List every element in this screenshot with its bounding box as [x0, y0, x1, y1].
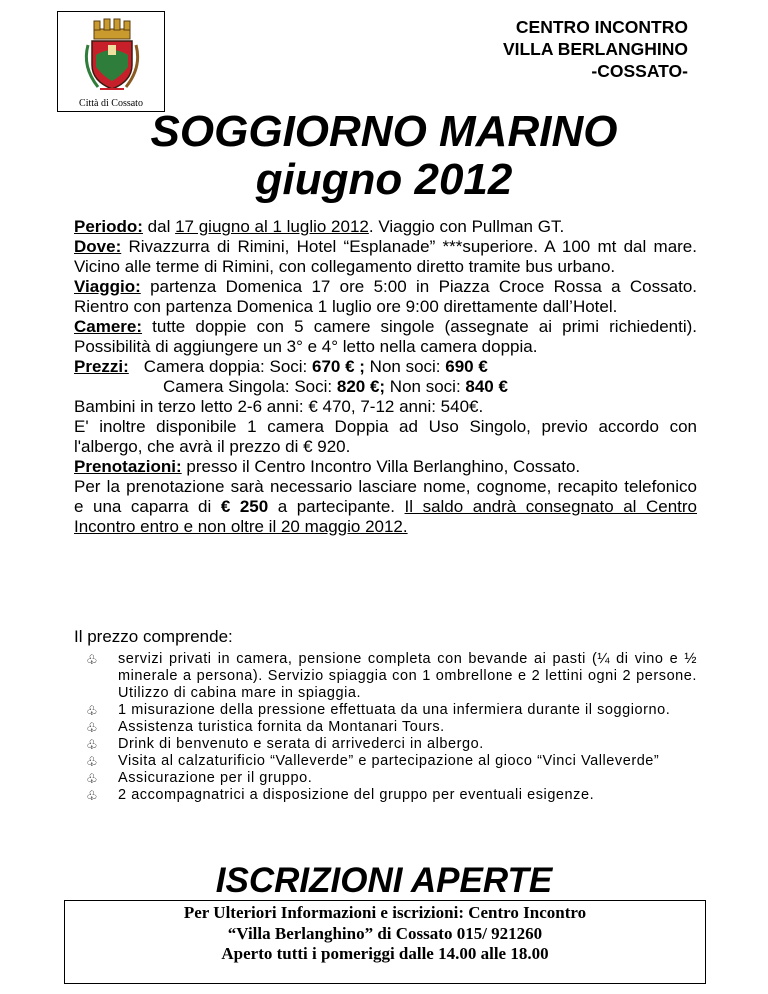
prenotazione-details: [74, 477, 697, 537]
singola-mid: Non soci:: [385, 377, 466, 396]
list-item-text: servizi privati in camera, pensione completa con bevande ai pasti (¼ di vino e ½ minerale a persona). Servizio spiaggia con 1 ombrellone e 2 lettini ogni 2 persone. Utilizzo di cabina mare in spiaggia.: [118, 651, 697, 701]
periodo-label: Periodo:: [74, 217, 143, 236]
periodo-pre: dal: [142, 217, 176, 236]
viaggio-label: Viaggio:: [74, 277, 141, 296]
saldo-deadline: Il saldo andrà consegnato al Centro Incontro entro e non oltre il 20 maggio 2012.: [74, 497, 697, 536]
list-item-text: Assistenza turistica fornita da Montanari Tours.: [118, 719, 445, 735]
list-item: [74, 787, 697, 804]
list-item: [74, 736, 697, 753]
viaggio-paragraph: [74, 277, 697, 317]
bambini-line: Bambini in terzo letto 2-6 anni: € 470, 7-12 anni: 540€.: [74, 397, 484, 416]
contact-line1: Per Ulteriori Informazioni e iscrizioni: Centro Incontro: [183, 903, 587, 922]
clover-bullet-icon: ♧: [86, 652, 99, 667]
prezzi-doppia-line: [74, 357, 697, 377]
doppia-pre: Camera doppia: Soci:: [143, 357, 312, 376]
city-crest-logo: [57, 11, 165, 112]
org-name-line1: CENTRO INCONTRO: [515, 17, 688, 37]
contact-line3: Aperto tutti i pomeriggi dalle 14.00 alle 18.00: [221, 944, 549, 963]
org-name-line2: VILLA BERLANGHINO: [502, 39, 688, 59]
prezzi-label: Prezzi:: [74, 357, 129, 376]
organization-header: [503, 16, 688, 82]
details-post: a partecipante.: [268, 497, 405, 516]
periodo-post: . Viaggio con Pullman GT.: [368, 217, 565, 236]
list-item: [74, 753, 697, 770]
coat-of-arms-icon: [80, 15, 144, 95]
includes-list: [74, 651, 697, 804]
list-item-text: Visita al calzaturificio “Valleverde” e partecipazione al gioco “Vinci Valleverde”: [118, 753, 660, 769]
list-item-text: Drink di benvenuto e serata di arrivederci in albergo.: [118, 736, 484, 752]
trip-details: [74, 217, 697, 537]
list-item: [74, 719, 697, 736]
singola-pre: Camera Singola: Soci:: [163, 377, 337, 396]
list-item-text: 2 accompagnatrici a disposizione del gruppo per eventuali esigenze.: [118, 787, 595, 803]
prezzi-singola-line: [74, 377, 697, 397]
clover-bullet-icon: ♧: [86, 720, 99, 735]
clover-bullet-icon: ♧: [86, 754, 99, 769]
details-pre: Per la prenotazione sarà necessario lasciare nome, cognome, recapito telefonico e una caparra di: [74, 477, 697, 516]
camere-paragraph: [74, 317, 697, 357]
dus-paragraph: E' inoltre disponibile 1 camera Doppia ad Uso Singolo, previo accordo con l'albergo, che avrà il prezzo di € 920.: [74, 417, 697, 456]
periodo-dates: 17 giugno al 1 luglio 2012: [175, 217, 369, 236]
singola-soci-price: 820 €;: [336, 377, 386, 396]
includes-heading: Il prezzo comprende:: [74, 627, 233, 646]
crest-caption: Città di Cossato: [79, 98, 143, 109]
camere-label: Camere:: [74, 317, 143, 336]
camere-text: tutte doppie con 5 camere singole (assegnate ai primi richiedenti). Possibilità di aggiungere un 3° e 4° letto nella camera doppia.: [74, 317, 697, 356]
registrations-open-banner: ISCRIZIONI APERTE: [215, 861, 553, 900]
doppia-soci-price: 670 € ;: [312, 357, 365, 376]
dove-text: Rivazzurra di Rimini, Hotel “Esplanade” ***superiore. A 100 mt dal mare. Vicino alle terme di Rimini, con collegamento diretto tramite bus urbano.: [74, 237, 697, 276]
caparra-amount: € 250: [220, 497, 269, 516]
clover-bullet-icon: ♧: [86, 737, 99, 752]
viaggio-text: partenza Domenica 17 ore 5:00 in Piazza Croce Rossa a Cossato. Rientro con partenza Domenica 1 luglio ore 9:00 direttamente dall’Hotel.: [74, 277, 697, 316]
clover-bullet-icon: ♧: [86, 788, 99, 803]
list-item: [74, 651, 697, 702]
prenotazioni-paragraph: [74, 457, 697, 477]
prenotazioni-text: presso il Centro Incontro Villa Berlanghino, Cossato.: [181, 457, 581, 476]
prenotazioni-label: Prenotazioni:: [74, 457, 182, 476]
clover-bullet-icon: ♧: [86, 703, 99, 718]
dove-label: Dove:: [74, 237, 122, 256]
price-includes-section: [74, 627, 697, 804]
singola-nonsoci-price: 840 €: [465, 377, 508, 396]
list-item-text: 1 misurazione della pressione effettuata da una infermiera durante il soggiorno.: [118, 702, 671, 718]
contact-info-box: [64, 900, 706, 984]
list-item: [74, 702, 697, 719]
doppia-mid: Non soci:: [364, 357, 446, 376]
page-title: SOGGIORNO MARINO: [150, 107, 618, 156]
dove-paragraph: [74, 237, 697, 277]
list-item-text: Assicurazione per il gruppo.: [118, 770, 313, 786]
doppia-nonsoci-price: 690 €: [445, 357, 488, 376]
periodo-paragraph: [74, 217, 697, 237]
page-subtitle: giugno 2012: [255, 155, 513, 204]
org-name-line3: -COSSATO-: [591, 61, 688, 81]
contact-line2: “Villa Berlanghino” di Cossato 015/ 921260: [227, 923, 543, 943]
clover-bullet-icon: ♧: [86, 771, 99, 786]
list-item: [74, 770, 697, 787]
